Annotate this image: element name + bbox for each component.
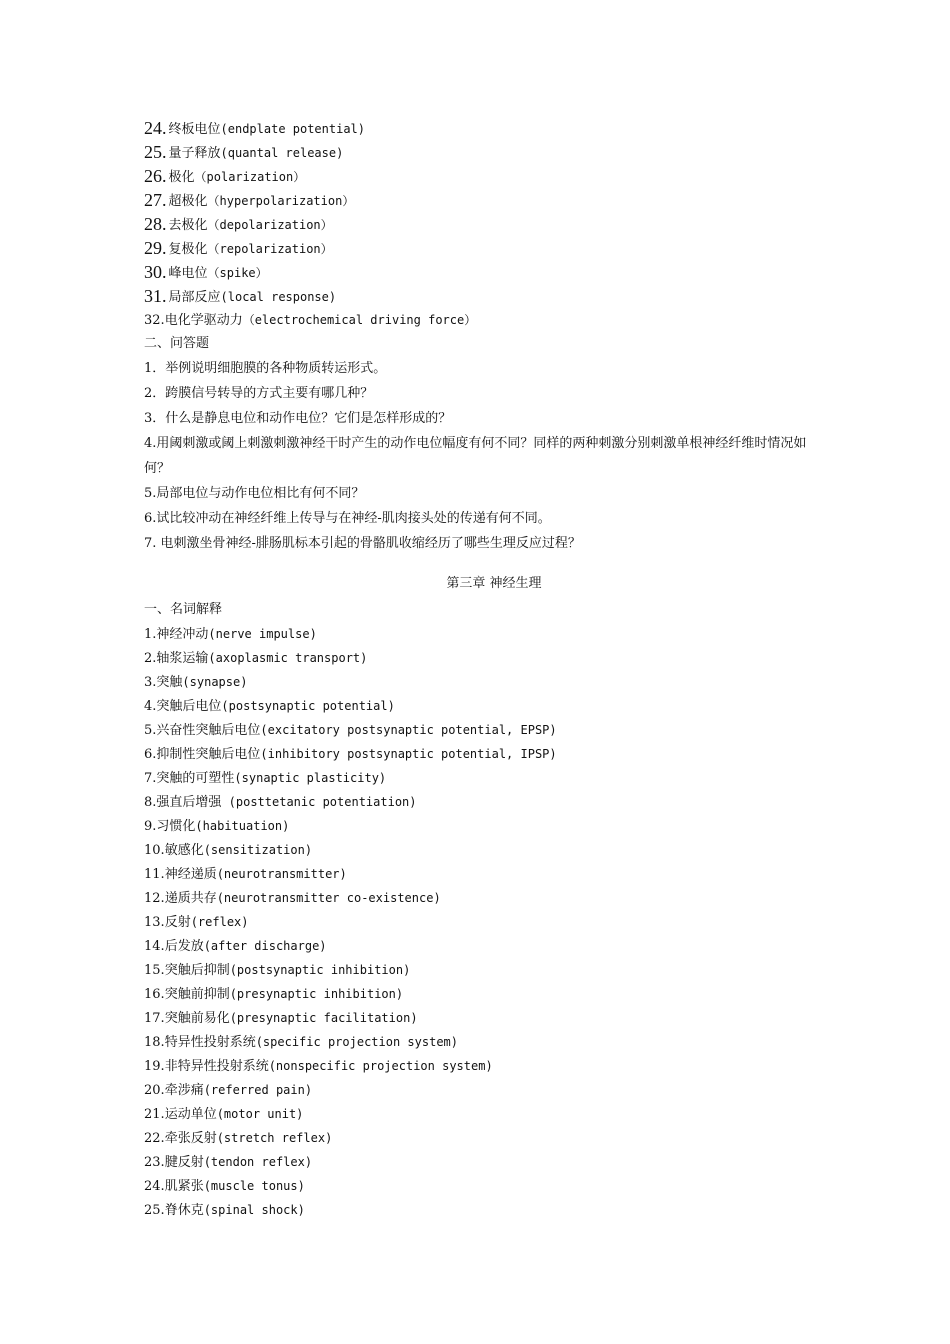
term-item [144,910,824,934]
term-number: 28. [144,214,167,234]
term-item [144,212,824,236]
term-cn: 抑制性突触后电位 [156,747,261,762]
term-en: (presynaptic facilitation) [229,1011,418,1025]
question-item: 3．什么是静息电位和动作电位？它们是怎样形成的？ [144,411,452,426]
term-cn: 突触前抑制 [164,987,230,1002]
term-en: (muscle tonus) [203,1179,305,1193]
term-item [144,718,824,742]
term-number: 25. [144,1203,165,1218]
term-en: (reflex) [190,915,249,929]
term-cn: 牵涉痛 [164,1083,204,1098]
term-cn: 运动单位 [164,1107,217,1122]
term-cn: 突触的可塑性 [156,771,235,786]
term-number: 31. [144,286,167,306]
term-item [144,284,824,308]
term-number: 29. [144,238,167,258]
term-number: 8. [144,795,157,810]
term-en: (referred pain) [203,1083,313,1097]
term-cn: 习惯化 [156,819,196,834]
term-item [144,838,824,862]
term-number: 11. [144,867,165,882]
term-list-part2 [144,622,824,1222]
term-item [144,934,824,958]
term-number: 15. [144,963,165,978]
term-number: 23. [144,1155,165,1170]
section-title-questions: 二、问答题 [144,336,210,351]
term-cn: 牵张反射 [164,1131,217,1146]
term-item [144,670,824,694]
term-item [144,1126,824,1150]
term-cn: 神经冲动 [156,627,209,642]
term-en: （polarization） [194,170,306,184]
term-item [144,140,824,164]
term-en: (neurotransmitter co-existence) [216,891,441,905]
term-en: (nerve impulse) [208,627,317,641]
term-number: 17. [144,1011,165,1026]
term-item [144,188,824,212]
term-en: (inhibitory postsynaptic potential, IPSP) [260,747,557,761]
term-cn: 神经递质 [164,867,217,882]
term-number: 18. [144,1035,165,1050]
term-number: 10. [144,843,165,858]
chapter-title: 第三章 神经生理 [446,576,542,591]
term-en: (motor unit) [216,1107,304,1121]
term-en: (excitatory postsynaptic potential, EPSP) [260,723,557,737]
term-number: 3. [144,675,157,690]
term-item [144,886,824,910]
term-item [144,1150,824,1174]
term-item [144,1006,824,1030]
term-en: (tendon reflex) [203,1155,313,1169]
question-list [144,356,824,556]
term-number: 6. [144,747,157,762]
term-number: 9. [144,819,157,834]
question-item: 5.局部电位与动作电位相比有何不同？ [144,486,365,501]
term-cn: 突触后电位 [156,699,222,714]
term-number: 24. [144,1179,165,1194]
term-cn: 特异性投射系统 [164,1035,256,1050]
term-cn: 后发放 [164,939,204,954]
term-item [144,1054,824,1078]
term-item [144,1198,824,1222]
term-cn: 超极化 [168,194,208,209]
term-number: 4. [144,699,157,714]
term-number: 19. [144,1059,165,1074]
term-item [144,164,824,188]
term-cn: 极化 [168,170,195,185]
term-item [144,646,824,670]
term-en: (stretch reflex) [216,1131,333,1145]
section-title-terms: 一、名词解释 [144,602,223,617]
term-item [144,622,824,646]
term-number: 26. [144,166,167,186]
term-en: (spinal shock) [203,1203,305,1217]
term-cn: 脊休克 [164,1203,204,1218]
term-item [144,766,824,790]
term-item [144,862,824,886]
term-cn: 反射 [164,915,191,930]
term-item [144,982,824,1006]
term-en: （repolarization） [207,242,333,256]
term-item [144,1030,824,1054]
term-number: 20. [144,1083,165,1098]
spacer [144,556,824,570]
term-number: 13. [144,915,165,930]
term-item [144,790,824,814]
term-number: 30. [144,262,167,282]
term-cn: 轴浆运输 [156,651,209,666]
term-item [144,236,824,260]
term-cn: 峰电位 [168,266,208,281]
term-en: (postsynaptic potential) [221,699,395,713]
term-cn: 递质共存 [164,891,217,906]
term-number: 5. [144,723,157,738]
term-en: (endplate potential) [220,122,366,136]
term-item [144,694,824,718]
term-number: 14. [144,939,165,954]
term-number: 32. [144,313,165,328]
term-number: 12. [144,891,165,906]
question-item: 7. 电刺激坐骨神经-腓肠肌标本引起的骨骼肌收缩经历了哪些生理反应过程？ [144,536,581,551]
term-cn: 兴奋性突触后电位 [156,723,261,738]
term-cn: 量子释放 [168,146,221,161]
term-cn: 强直后增强 [156,795,222,810]
term-en: (local response) [220,290,337,304]
term-cn: 电化学驱动力 [164,313,243,328]
term-en: (axoplasmic transport) [208,651,368,665]
question-item: 4.用阈刺激或阈上刺激刺激神经干时产生的动作电位幅度有何不同？同样的两种刺激分别刺激单根神经纤维时情况如何？ [144,436,807,476]
term-cn: 肌紧张 [164,1179,204,1194]
term-cn: 突触 [156,675,183,690]
term-en: （electrochemical driving force） [242,313,477,327]
term-en: (synapse) [182,675,248,689]
term-item [144,260,824,284]
term-item [144,1102,824,1126]
term-item [144,958,824,982]
term-en: （spike） [207,266,268,280]
term-en: (synaptic plasticity) [234,771,387,785]
term-en: (posttetanic potentiation) [221,795,417,809]
term-en: (nonspecific projection system) [268,1059,493,1073]
term-item [144,742,824,766]
term-cn: 复极化 [168,242,208,257]
term-en: (after discharge) [203,939,327,953]
term-list-part1 [144,116,824,332]
term-item [144,814,824,838]
term-item [144,116,824,140]
term-cn: 去极化 [168,218,208,233]
term-cn: 敏感化 [164,843,204,858]
term-cn: 突触前易化 [164,1011,230,1026]
document-page [144,116,824,1222]
question-item: 6.试比较冲动在神经纤维上传导与在神经-肌肉接头处的传递有何不同。 [144,511,551,526]
term-number: 1. [144,627,157,642]
question-item: 2．跨膜信号转导的方式主要有哪几种？ [144,386,374,401]
term-number: 24. [144,118,167,138]
term-item [144,1174,824,1198]
term-en: （hyperpolarization） [207,194,355,208]
term-cn: 突触后抑制 [164,963,230,978]
term-number: 27. [144,190,167,210]
term-cn: 腱反射 [164,1155,204,1170]
term-en: (habituation) [195,819,290,833]
term-en: (postsynaptic inhibition) [229,963,411,977]
term-number: 7. [144,771,157,786]
term-en: （depolarization） [207,218,333,232]
term-number: 2. [144,651,157,666]
term-en: (neurotransmitter) [216,867,347,881]
term-cn: 终板电位 [168,122,221,137]
term-item [144,308,824,332]
term-cn: 非特异性投射系统 [164,1059,269,1074]
term-item [144,1078,824,1102]
term-en: (quantal release) [220,146,344,160]
term-en: (sensitization) [203,843,313,857]
term-cn: 局部反应 [168,290,221,305]
term-number: 25. [144,142,167,162]
term-number: 16. [144,987,165,1002]
term-en: (presynaptic inhibition) [229,987,404,1001]
term-number: 22. [144,1131,165,1146]
term-en: (specific projection system) [255,1035,458,1049]
term-number: 21. [144,1107,165,1122]
question-item: 1．举例说明细胞膜的各种物质转运形式。 [144,361,387,376]
